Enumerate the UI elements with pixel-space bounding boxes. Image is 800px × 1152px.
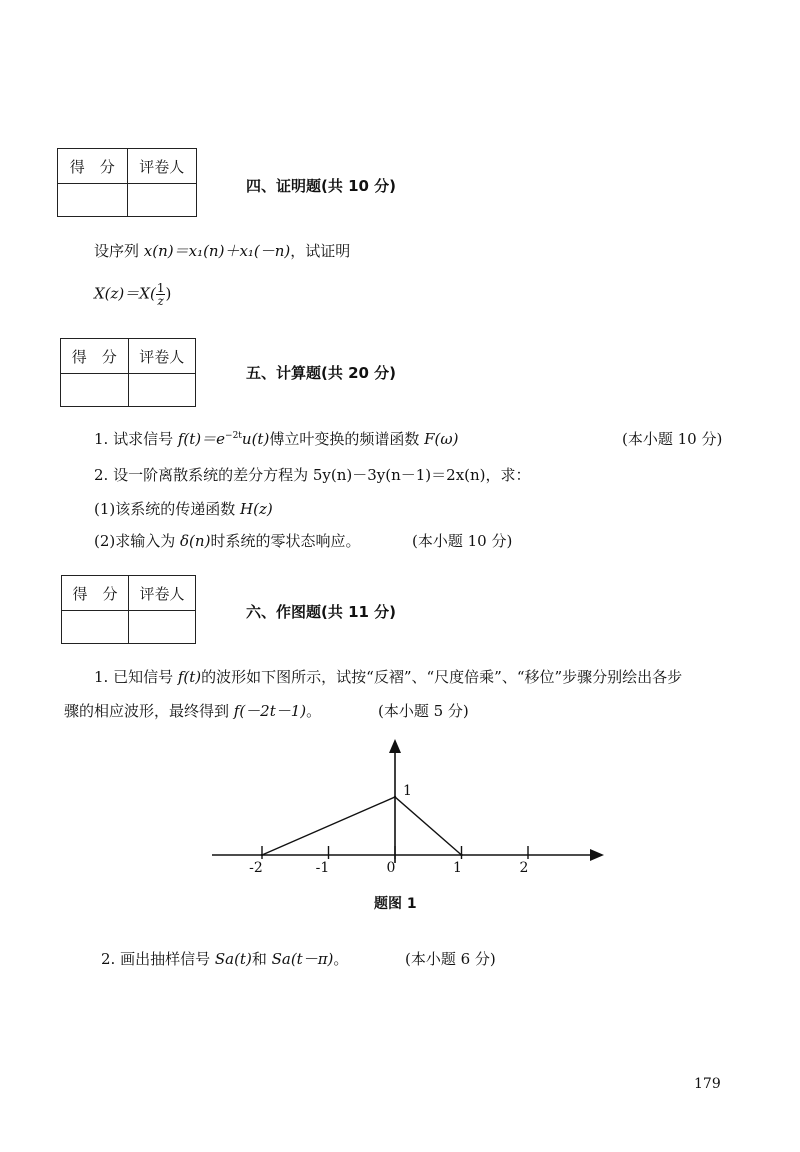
figure-caption: 题图 1 [374, 896, 417, 912]
s5-q2b-score: (本小题 10 分) [412, 532, 513, 550]
section-title-4: 四、证明题(共 10 分) [246, 177, 397, 195]
grader-label: 评卷人 [129, 576, 196, 611]
tick-label: 1 [453, 860, 462, 876]
score-table-s4 [57, 148, 197, 217]
data-point [460, 854, 462, 856]
waveform-figure [200, 735, 610, 895]
fraction-1-over-z: $\frac{1}{z}$ [156, 281, 165, 308]
s4-equation: X(z)＝X( $\frac{1}{z}$ ) [94, 281, 172, 308]
score-label: 得 分 [61, 339, 129, 374]
page-number: 179 [694, 1076, 721, 1092]
score-cell[interactable] [58, 184, 128, 217]
grader-cell[interactable] [127, 184, 197, 217]
x-axis-arrow [590, 849, 604, 861]
section-title-6: 六、作图题(共 11 分) [246, 603, 397, 621]
s6-q2: 2. 画出抽样信号 Sa(t)和 Sa(t－π)。 [101, 950, 349, 968]
s4-statement: 设序列 x(n)＝x₁(n)＋x₁(－n)，试证明 [94, 242, 351, 260]
tick-label: -2 [249, 860, 263, 876]
score-cell[interactable] [61, 374, 129, 407]
data-point [261, 854, 263, 856]
grader-label: 评卷人 [128, 339, 196, 374]
score-table-s5 [60, 338, 196, 407]
s6-q1-line1: 1. 已知信号 f(t)的波形如下图所示，试按“反褶”、“尺度倍乘”、“移位”步骤分别绘出各步 [94, 668, 683, 686]
s5-q1: 1. 试求信号 $f(t)=e^{-2t}u(t)$傅立叶变换的频谱函数 F(ω) [94, 430, 459, 448]
waveform-line [262, 797, 462, 855]
section-title-5: 五、计算题(共 20 分) [246, 364, 397, 382]
s5-q2a: (1)该系统的传递函数 H(z) [94, 500, 273, 518]
s4-sequence-eq: x(n)＝x₁(n)＋x₁(－n) [143, 242, 291, 260]
tick-label: 2 [519, 860, 529, 876]
grader-cell[interactable] [129, 611, 196, 644]
grader-label: 评卷人 [127, 149, 197, 184]
s6-q1-line2: 骤的相应波形，最终得到 f(－2t－1)。 [64, 702, 322, 720]
data-point [394, 796, 396, 798]
y-axis-arrow [389, 739, 401, 753]
s5-q1-score: (本小题 10 分) [622, 430, 723, 448]
score-label: 得 分 [62, 576, 129, 611]
peak-label: 1 [403, 783, 412, 799]
s6-q1-score: (本小题 5 分) [378, 702, 469, 720]
s6-q2-score: (本小题 6 分) [405, 950, 496, 968]
s5-q2: 2. 设一阶离散系统的差分方程为 5y(n)－3y(n－1)＝2x(n)，求： [94, 466, 531, 484]
tick-label: 0 [386, 860, 396, 876]
score-label: 得 分 [58, 149, 128, 184]
score-cell[interactable] [62, 611, 129, 644]
score-table-s6 [61, 575, 196, 644]
grader-cell[interactable] [128, 374, 196, 407]
tick-label: -1 [315, 860, 330, 876]
s5-q2b: (2)求输入为 δ(n)时系统的零状态响应。 [94, 532, 361, 550]
